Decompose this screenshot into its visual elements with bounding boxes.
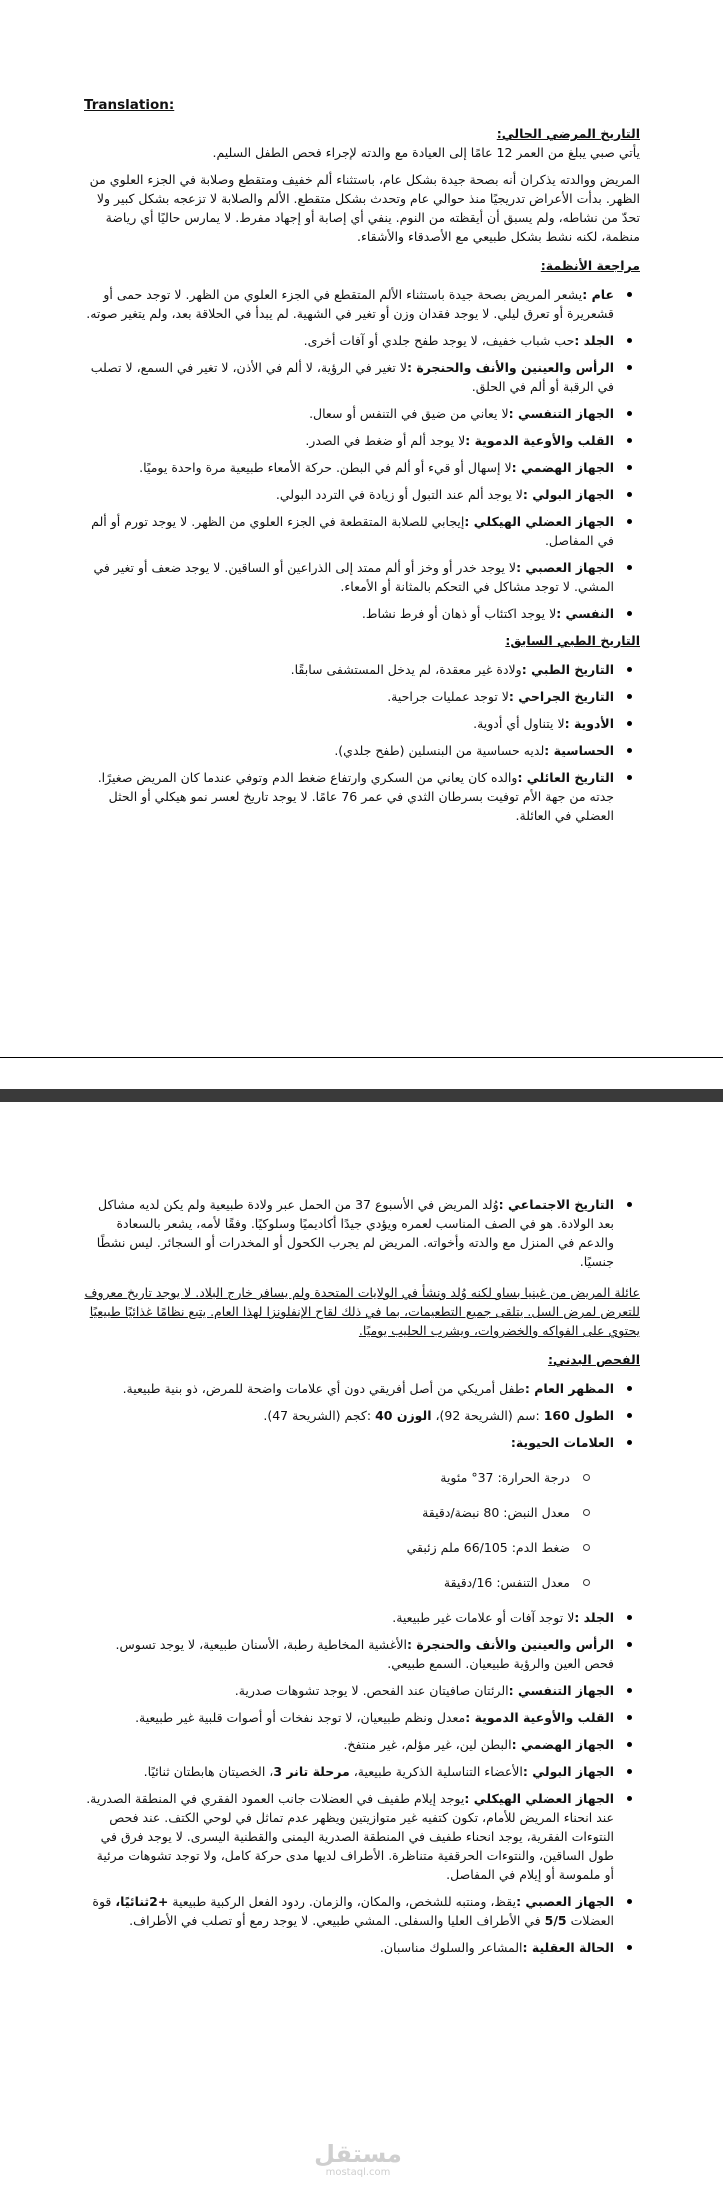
item-label: النفسي :	[556, 606, 614, 621]
item-text: طفل أمريكي من أصل أفريقي دون أي علامات واضحة للمرض، ذو بنية طبيعية.	[122, 1381, 525, 1396]
list-item	[84, 687, 640, 706]
list-item	[84, 1195, 640, 1271]
item-text: إيجابي للصلابة المتقطعة في الجزء العلوي من الظهر. لا يوجد تورم أو ألم في المفاصل.	[91, 514, 614, 548]
item-label: الجلد :	[574, 1610, 614, 1625]
vital-item: درجة الحرارة: 37° مئوية	[84, 1468, 640, 1487]
list-item	[84, 714, 640, 733]
list-item	[84, 1379, 640, 1398]
list-item	[84, 660, 640, 679]
item-text: لا يوجد خدر أو وخز أو ألم ممتد إلى الذراعين أو الساقين. لا يوجد ضعف أو تغير في المشي. لا توجد مشاكل في التحكم بالمثانة أو الأمعاء.	[93, 560, 614, 594]
pmh-heading: التاريخ الطبي السابق:	[505, 633, 640, 648]
item-text: لا يوجد ألم أو ضغط في الصدر.	[305, 433, 466, 448]
watermark-arabic: مستقل	[314, 2140, 402, 2168]
item-text: لا توجد آفات أو علامات غير طبيعية.	[392, 1610, 575, 1625]
tanner-stage: مرحلة تانر 3	[273, 1764, 350, 1779]
list-item	[84, 1433, 640, 1452]
list-item	[84, 1406, 640, 1425]
list-item	[84, 1635, 640, 1673]
social-list	[84, 1195, 640, 1271]
page-bottom-border	[0, 1057, 723, 1058]
list-item	[84, 604, 640, 623]
item-label: الجهاز البولي :	[522, 1764, 614, 1779]
vital-item: معدل النبض: 80 نبضة/دقيقة	[84, 1503, 640, 1522]
item-text: الأغشية المخاطية رطبة، الأسنان طبيعية، لا يوجد تسوس. فحص العين والرؤية طبيعيان. السمع طبيعي.	[115, 1637, 614, 1671]
height-text: :سم (الشريحة 92)،	[431, 1408, 544, 1423]
item-label: الحساسية :	[544, 743, 614, 758]
item-label: الجهاز العصبي :	[516, 1894, 614, 1909]
item-label: الجهاز العضلي الهيكلي :	[464, 1791, 614, 1806]
list-item	[84, 404, 640, 423]
item-label: القلب والأوعية الدموية :	[465, 433, 614, 448]
list-item	[84, 558, 640, 596]
vital-item: ضغط الدم: 66/105 ملم زئبقي	[84, 1538, 640, 1557]
list-item	[84, 1681, 640, 1700]
watermark-latin: mostaql.com	[325, 2167, 391, 2178]
list-item	[84, 1608, 640, 1627]
page-1-content	[84, 96, 640, 833]
item-text: يوجد إيلام طفيف في العضلات جانب العمود الفقري في المنطقة الصدرية. عند انحناء المريض للأمام، تكون كتفيه غير متوازيتين ويظهر عدم تماثل في لوحي الكتف. عند فحص النتوءات الفقرية، يوجد انحناء طفيف في المنطقة الصدرية اليمنى والقطنية اليسرى. لا يوجد فرق في طول الساقين، والنتوءات الحرقفية متناظرة. الأطراف لديها مدى حركة كامل، ولا توجد تشوهات مرئية أو ملموسة أو إيلام في المفاصل.	[86, 1791, 614, 1882]
item-label: المظهر العام :	[524, 1381, 614, 1396]
item-label: الجهاز الهضمي :	[511, 460, 614, 475]
translation-label: Translation:	[84, 97, 175, 113]
vital-item: معدل التنفس: 16/دقيقة	[84, 1573, 640, 1592]
vitals-list	[84, 1468, 640, 1592]
item-text: ولادة غير معقدة، لم يدخل المستشفى سابقًا.	[290, 662, 522, 677]
item-text: يقظ، ومنتبه للشخص، والمكان، والزمان. ردود الفعل الركبية طبيعية	[168, 1894, 517, 1909]
list-item	[84, 741, 640, 760]
item-label: الرأس والعينين والأنف والحنجرة :	[406, 360, 614, 375]
item-text: معدل ونظم طبيعيان، لا توجد نفخات أو أصوات قلبية غير طبيعية.	[135, 1710, 466, 1725]
exam-heading: الفحص البدني:	[547, 1352, 640, 1367]
list-item	[84, 1735, 640, 1754]
item-text: لا يعاني من ضيق في التنفس أو سعال.	[309, 406, 509, 421]
list-item	[84, 458, 640, 477]
item-text: يشعر المريض بصحة جيدة باستثناء الألم المتقطع في الجزء العلوي من الظهر. لا توجد حمى أو قشعريرة أو تعرق ليلي. لا يوجد فقدان وزن أو تغير في الشهية. لم يبدأ في الحلاقة بعد، ولم يتغير صوته.	[86, 287, 614, 321]
list-item	[84, 1762, 640, 1781]
item-text: الأعضاء التناسلية الذكرية طبيعية،	[349, 1764, 523, 1779]
weight-label: الوزن 40	[375, 1408, 432, 1423]
family-background-note: عائلة المريض من غينيا بساو لكنه وُلد ونشأ في الولايات المتحدة ولم يسافر خارج البلاد. لا يوجد تاريخ معروف للتعرض لمرض السل. يتلقى جميع التطعيمات، بما في ذلك لقاح الإنفلونزا لهذا العام. يتبع نظامًا غذائيًا طبيعيًا يحتوي على الفواكه والخضروات، ويشرب الحليب يوميًا.	[84, 1285, 640, 1338]
item-text: في الأطراف العليا والسفلى. المشي طبيعي. لا يوجد رمع أو تصلب في الأطراف.	[129, 1913, 545, 1928]
item-text: البطن لين، غير مؤلم، غير منتفخ.	[343, 1737, 512, 1752]
item-label: الأدوية :	[564, 716, 614, 731]
item-text: لا تغير في الرؤية، لا ألم في الأذن، لا تغير في السمع، لا تصلب في الرقبة أو ألم في الحلق.	[90, 360, 614, 394]
exam-systems-list	[84, 1608, 640, 1957]
item-label: التاريخ الجراحي :	[508, 689, 614, 704]
item-text: الرئتان صافيتان عند الفحص. لا يوجد تشوهات صدرية.	[234, 1683, 509, 1698]
item-text: قوة العضلات	[92, 1894, 614, 1928]
item-label: القلب والأوعية الدموية :	[465, 1710, 614, 1725]
list-item	[84, 768, 640, 825]
item-label: الجهاز العضلي الهيكلي :	[464, 514, 614, 529]
item-label: التاريخ الاجتماعي :	[498, 1197, 614, 1212]
list-item	[84, 512, 640, 550]
item-label: التاريخ الطبي :	[521, 662, 614, 677]
item-label: الجهاز العصبي :	[516, 560, 614, 575]
item-label: الرأس والعينين والأنف والحنجرة :	[406, 1637, 614, 1652]
item-text: وُلد المريض في الأسبوع 37 من الحمل عبر ولادة طبيعية ولم يكن لديه مشاكل بعد الولادة. هو في الصف المناسب لعمره ويؤدي جيدًا أكاديميًا وسلوكيًا. وفقًا لأمه، يشعر بالسعادة والدعم في المنزل مع والدته وأخواته. المريض لم يجرب الكحول أو المخدرات أو السجائر. ليس نشطًا جنسيًا.	[96, 1197, 614, 1269]
list-item	[84, 285, 640, 323]
list-item	[84, 331, 640, 350]
reflex-value: +2ثنائيًا،	[115, 1894, 169, 1909]
strength-value: 5/5	[544, 1913, 567, 1928]
item-text: لديه حساسية من البنسلين (طفح جلدي).	[334, 743, 545, 758]
item-text: لا يتناول أي أدوية.	[473, 716, 565, 731]
page-2-content	[84, 1195, 640, 1965]
item-text: ، الخصيتان هابطتان ثنائيًا.	[143, 1764, 274, 1779]
item-label: الحالة العقلية :	[522, 1940, 614, 1955]
hpi-intro: يأتي صبي يبلغ من العمر 12 عامًا إلى العيادة مع والدته لإجراء فحص الطفل السليم.	[212, 145, 640, 160]
item-label: الجهاز البولي :	[522, 487, 614, 502]
hpi-heading: التاريخ المرضي الحالي:	[496, 126, 640, 141]
hpi-body: المريض ووالدته يذكران أنه بصحة جيدة بشكل عام، باستثناء ألم خفيف ومتقطع وصلابة في الجزء العلوي من الظهر. بدأت الأعراض تدريجيًا منذ حوالي عام وتحدث بشكل متقطع. الألم والصلابة لا تزعجه بشكل كبير ولا تحدّ من نشاطه، ولم يسبق أن أيقظته من النوم. ينفي أي إصابة أو إجهاد مفرط. لا يمارس حاليًا أي رياضة منظمة، لكنه نشط بشكل طبيعي مع الأصدقاء والأشقاء.	[89, 172, 640, 244]
item-text: لا يوجد اكتئاب أو ذهان أو فرط نشاط.	[361, 606, 557, 621]
list-item	[84, 1938, 640, 1957]
page-separator-bar	[0, 1089, 723, 1102]
height-label: الطول 160	[543, 1408, 614, 1423]
ros-heading: مراجعة الأنظمة:	[540, 258, 640, 273]
item-label: الجهاز التنفسي :	[508, 406, 614, 421]
list-item	[84, 1708, 640, 1727]
item-label: الجلد :	[574, 333, 614, 348]
item-label: عام :	[582, 287, 614, 302]
item-label: التاريخ العائلي :	[517, 770, 614, 785]
item-text: لا يوجد ألم عند التبول أو زيادة في التردد البولي.	[275, 487, 523, 502]
watermark-logo	[303, 2141, 413, 2179]
list-item	[84, 485, 640, 504]
item-label: الجهاز الهضمي :	[511, 1737, 614, 1752]
weight-text: :كجم (الشريحة 47).	[263, 1408, 376, 1423]
item-text: لا توجد عمليات جراحية.	[387, 689, 509, 704]
item-text: حب شباب خفيف، لا يوجد طفح جلدي أو آفات أخرى.	[303, 333, 575, 348]
ros-list	[84, 285, 640, 623]
item-text: المشاعر والسلوك مناسبان.	[379, 1940, 523, 1955]
item-label: الجهاز التنفسي :	[508, 1683, 614, 1698]
pmh-list	[84, 660, 640, 825]
list-item	[84, 1789, 640, 1884]
exam-list	[84, 1379, 640, 1452]
item-text: والده كان يعاني من السكري وارتفاع ضغط الدم وتوفي عندما كان المريض صغيرًا. جدته من جهة الأم توفيت بسرطان الثدي في عمر 76 عامًا. لا يوجد تاريخ لعسر نمو هيكلي أو الحثل العضلي في العائلة.	[97, 770, 614, 823]
list-item	[84, 431, 640, 450]
vitals-label: العلامات الحيوية:	[510, 1435, 614, 1450]
item-text: لا إسهال أو قيء أو ألم في البطن. حركة الأمعاء طبيعية مرة واحدة يوميًا.	[139, 460, 512, 475]
list-item	[84, 358, 640, 396]
list-item	[84, 1892, 640, 1930]
